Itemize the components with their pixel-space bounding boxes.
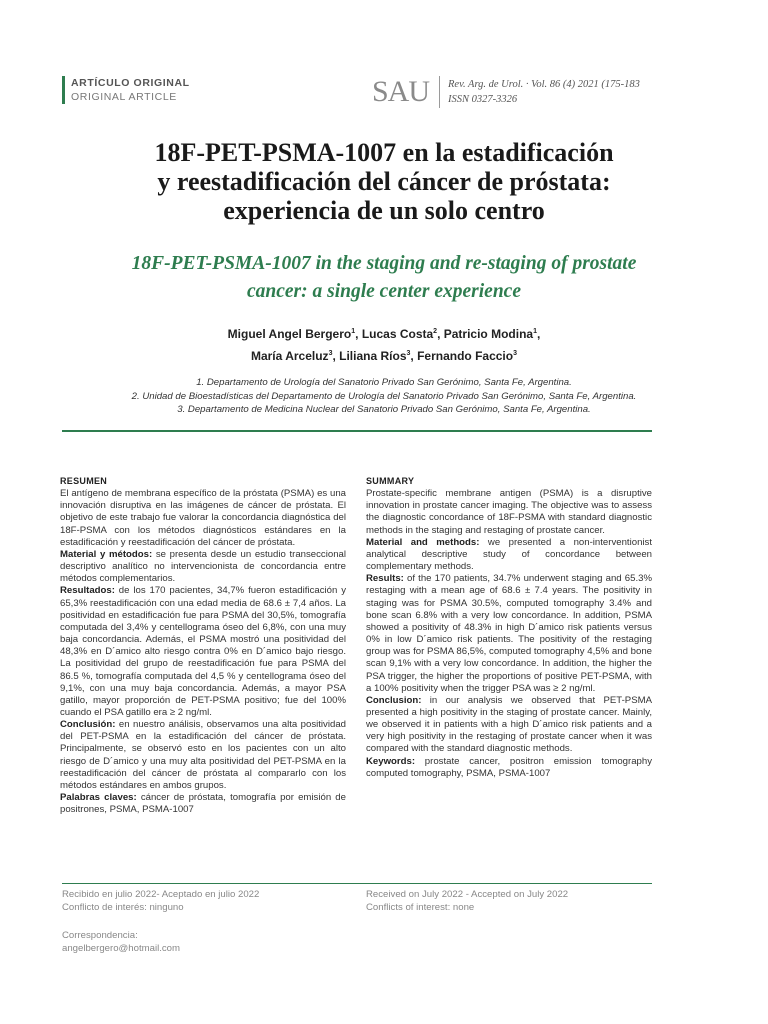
correspondence-label: Correspondencia: — [62, 930, 138, 941]
footer-dates-en — [366, 889, 568, 914]
title-es-line: y reestadificación del cáncer de próstata: — [157, 167, 611, 196]
footer-dates-es — [62, 889, 259, 914]
summary-material — [366, 537, 652, 573]
author-name: Miguel Angel Bergero — [227, 327, 352, 341]
resumen-keywords-text: cáncer de próstata, tomografía por emisión de positrones, PSMA, PSMA-1007 — [60, 792, 346, 816]
received-es: Recibido en julio 2022- Aceptado en julio 2022 — [62, 889, 260, 900]
author-name: Liliana Ríos — [339, 349, 407, 363]
author-line-1: Miguel Angel Bergero$^1$, Lucas Costa$^2$, Patricio Modina$^1$, — [227, 327, 541, 341]
summary-keywords — [366, 756, 652, 780]
affiliation-item: 1. Departamento de Urología del Sanatorio Privado San Gerónimo, Santa Fe, Argentina. — [196, 377, 572, 388]
author-name: María Arceluz — [250, 349, 329, 363]
journal-issn: ISSN 0327-3326 — [448, 94, 518, 105]
resumen-keywords-label: Palabras claves: — [60, 792, 137, 804]
resumen-resultados — [60, 585, 346, 719]
article-type-es: ARTÍCULO ORIGINAL — [71, 77, 190, 89]
title-spanish — [60, 138, 708, 225]
summary-material-label: Material and methods: — [366, 536, 480, 548]
resumen-conclusion-label: Conclusión: — [60, 719, 116, 731]
affiliation-item: 2. Unidad de Bioestadísticas del Departamento de Urología del Sanatorio Privado San Gerónimo, Santa Fe, Argentina. — [131, 390, 637, 402]
resumen-material-text: se presenta desde un estudio transeccional descriptivo analítico no intervencionista de concordancia entre métodos complementarios. — [60, 548, 346, 585]
author-affiliation-ref: 1 — [351, 328, 356, 335]
title-en-line: cancer: a single center experience — [246, 281, 521, 302]
author-name: Lucas Costa — [361, 327, 434, 341]
correspondence-email[interactable]: angelbergero@hotmail.com — [62, 942, 180, 954]
summary-material-text: we presented a non-interventionist analytical descriptive study of concordance between complementary methods. — [366, 536, 652, 573]
conflicts-es: Conflicto de interés: ninguno — [62, 901, 184, 913]
summary-results-label: Results: — [366, 573, 404, 585]
resumen-material — [60, 549, 346, 585]
title-english — [60, 250, 708, 306]
journal-masthead — [372, 76, 640, 108]
abstract-english — [366, 475, 652, 780]
affiliation-list — [60, 376, 708, 417]
title-es-line: experiencia de un solo centro — [223, 196, 545, 225]
summary-conclusion-text: in our analysis we observed that PET-PSMA presented a high positivity in the staging of prostate cancer. Mainly, we observed it in patients with a high D´amico risk patients and a very high positivity in the restaging of prostate cancer when it was compared with the standard diagnostic methods. — [366, 694, 652, 755]
author-line-2: María Arceluz$^3$, Liliana Ríos$^3$, Fernando Faccio$^3$ — [250, 349, 518, 363]
summary-keywords-label: Keywords: — [366, 755, 416, 767]
journal-info — [448, 77, 640, 107]
journal-citation: Rev. Arg. de Urol. · Vol. 86 (4) 2021 (175-183 — [448, 79, 640, 90]
summary-results — [366, 573, 652, 695]
author-affiliation-ref: 3 — [406, 350, 411, 357]
header-divider — [62, 430, 652, 432]
abstract-spanish — [60, 475, 346, 816]
author-name: Patricio Modina — [443, 327, 534, 341]
masthead-divider — [439, 76, 440, 108]
article-type-label — [62, 76, 190, 104]
author-list — [100, 322, 668, 366]
summary-intro: Prostate-specific membrane antigen (PSMA) is a disruptive innovation in prostate cancer imaging. The objective was to assess the diagnostic concordance of 18F-PSMA with standard diagnostic methods in the staging and restaging of prostate cancer. — [366, 488, 652, 536]
summary-conclusion-label: Conclusion: — [366, 694, 422, 706]
author-affiliation-ref: 3 — [513, 350, 518, 357]
resumen-conclusion — [60, 719, 346, 792]
conflicts-en: Conflicts of interest: none — [366, 901, 475, 913]
resumen-resultados-text: de los 170 pacientes, 34,7% fueron estadificación y 65,3% reestadificación con una edad media de 68.6 ± 7,4 años. La positividad en estadificación fue para PSMA del 30,5%, tomografía computada del 3,4% y centellograma óseo del 6,8%, con una muy baja concordancia. Además, el PSMA mostró una positividad del 48,3% en D´amico alto riesgo contra 0% en D´amico bajo riesgo. La positividad del grupo de reestadificación fue para PSMA del 86.5 %, tomografía computada del 4,5 % y centellograma óseo del 9,1%, con una muy baja concordancia. Además, a mayor PSA gatillo, mayor proporción de PET-PSMA positivo; fue del 100% cuando el PSA gatillo era ≥ 2 ng/ml. — [60, 585, 346, 718]
sau-logo: SAU — [372, 75, 430, 108]
title-es-line: 18F-PET-PSMA-1007 en la estadificación — [154, 138, 614, 167]
resumen-intro: El antígeno de membrana específico de la próstata (PSMA) es una innovación disruptiva en las imágenes de cáncer de próstata. El objetivo de este trabajo fue valorar la concordancia diagnóstica del 18F-PSMA con los métodos diagnósticos estándares en la estadificación y reestadificación del cáncer de próstata. — [60, 488, 346, 548]
article-type-en: ORIGINAL ARTICLE — [71, 91, 177, 103]
author-name: Fernando Faccio — [417, 349, 514, 363]
received-en: Received on July 2022 - Accepted on July 2022 — [366, 889, 569, 900]
resumen-resultados-label: Resultados: — [60, 585, 115, 597]
resumen-conclusion-text: en nuestro análisis, observamos una alta positividad del PET-PSMA en la estadificación del cáncer de próstata. Principalmente, se observó esto en los pacientes con un alto riesgo de D´amico y una muy alta positividad del PET-PSMA en la reestadificación del cáncer de próstata al compararlo con los métodos estándares en ambos grupos. — [60, 719, 346, 791]
author-affiliation-ref: 3 — [328, 350, 333, 357]
resumen-material-label: Material y métodos: — [60, 548, 153, 560]
title-en-line: 18F-PET-PSMA-1007 in the staging and re-staging of prostate — [131, 253, 637, 274]
resumen-keywords — [60, 792, 346, 816]
footer-divider — [62, 883, 652, 884]
correspondence — [62, 930, 180, 955]
summary-conclusion — [366, 695, 652, 756]
summary-keywords-text: prostate cancer, positron emission tomography computed tomography, PSMA, PSMA-1007 — [366, 755, 652, 779]
summary-results-text: of the 170 patients, 34.7% underwent staging and 65.3% restaging with a mean age of 68.6 ± 7.4 years. The positivity in staging was for PSMA 30.5%, computed tomography 3.4% and bone scan 6.8% with a very low concordance. In addition, PSMA showed a positivity of 48.3% in high D´amico risk patients versus 0% in low D´amico risk patients. The positivity of the restaging group was for PSMA 86,5%, computed tomography 4,5% and bone scan 9,1% with a very low concordance. In addition, the higher the PSA trigger, the higher the proportions of positive PET-PSMA, with a 100% positivity when the trigger PSA was ≥ 2 ng/ml. — [366, 573, 652, 694]
author-affiliation-ref: 1 — [533, 328, 537, 335]
author-affiliation-ref: 2 — [433, 328, 438, 335]
resumen-heading: RESUMEN — [60, 476, 108, 486]
summary-heading: SUMMARY — [366, 476, 415, 486]
affiliation-item: 3. Departamento de Medicina Nuclear del Sanatorio Privado San Gerónimo, Santa Fe, Argentina. — [177, 404, 591, 415]
